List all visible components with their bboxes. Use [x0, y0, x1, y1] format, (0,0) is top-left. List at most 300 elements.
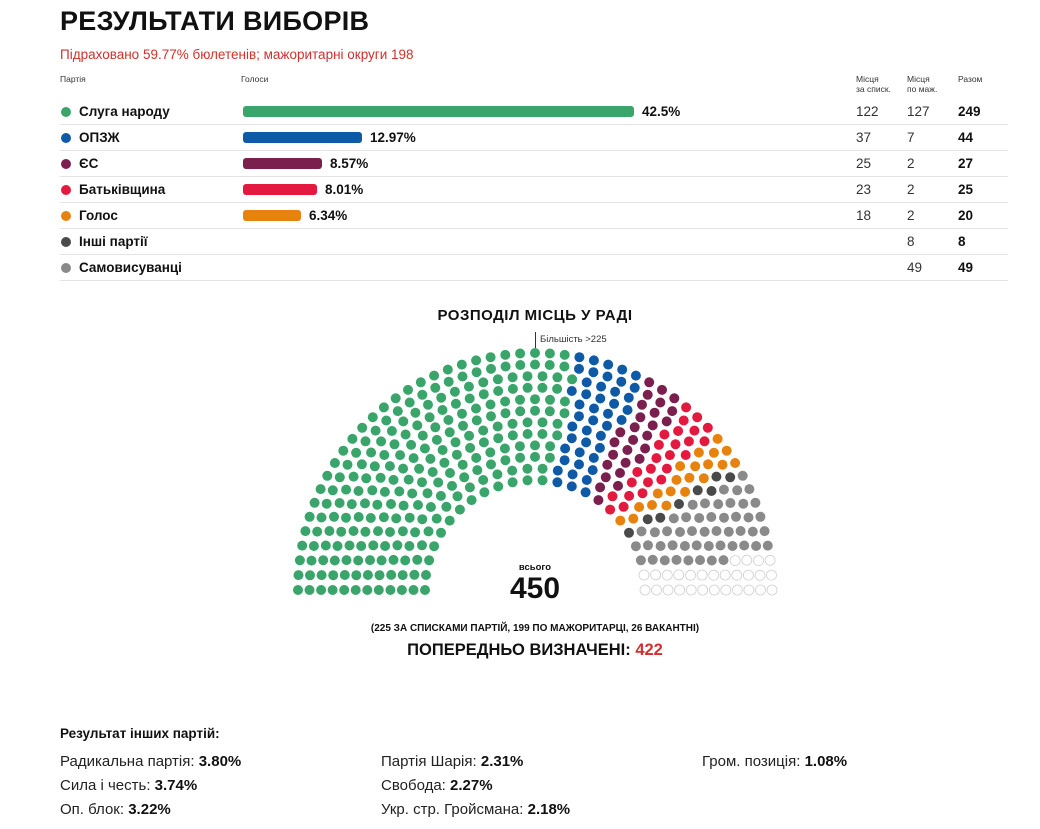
- seat-dot: [638, 488, 648, 498]
- list-seats: 25: [856, 156, 872, 171]
- seat-dot: [675, 527, 685, 537]
- seat-dot: [755, 570, 765, 580]
- seat-dot: [654, 440, 664, 450]
- seat-dot: [398, 526, 408, 536]
- seat-dot: [317, 570, 327, 580]
- seat-dot: [441, 502, 451, 512]
- seat-dot: [439, 458, 449, 468]
- other-party-result: [60, 777, 197, 794]
- seat-dot: [631, 371, 641, 381]
- seat-dot: [602, 460, 612, 470]
- maj-seats: 8: [907, 234, 915, 249]
- seat-dot: [354, 512, 364, 522]
- seat-dot: [567, 386, 577, 396]
- seat-dot: [471, 404, 481, 414]
- seat-dot: [370, 461, 380, 471]
- seat-dot: [368, 412, 378, 422]
- seat-dot: [743, 570, 753, 580]
- seat-dot: [538, 464, 548, 474]
- seat-dot: [684, 436, 694, 446]
- seat-dot: [763, 541, 773, 551]
- seat-dot: [560, 397, 570, 407]
- other-party-value: 3.80%: [198, 753, 242, 770]
- seat-dot: [357, 423, 367, 433]
- seat-dot: [515, 395, 525, 405]
- seat-dot: [426, 502, 436, 512]
- list-seats: 18: [856, 208, 872, 223]
- seat-dot: [722, 446, 732, 456]
- seat-dot: [322, 499, 332, 509]
- seat-dot: [640, 585, 650, 595]
- seat-dot: [471, 355, 481, 365]
- seat-dot: [472, 367, 482, 377]
- seat-dot: [386, 499, 396, 509]
- seat-dot: [379, 402, 389, 412]
- seat-dot: [595, 394, 605, 404]
- seat-dot: [671, 439, 681, 449]
- seat-dot: [457, 409, 467, 419]
- seat-dot: [767, 585, 777, 595]
- seat-dot: [605, 505, 615, 515]
- total-seats: 25: [958, 182, 974, 197]
- maj-seats: 127: [907, 104, 930, 119]
- seat-dot: [367, 485, 377, 495]
- seat-dot: [380, 541, 390, 551]
- seat-dot: [750, 498, 760, 508]
- seat-dot: [330, 458, 340, 468]
- seat-dot: [372, 500, 382, 510]
- seat-dot: [500, 455, 510, 465]
- other-party-result: [60, 801, 171, 818]
- seat-dot: [552, 477, 562, 487]
- seat-dot: [656, 475, 666, 485]
- seat-dot: [730, 458, 740, 468]
- seat-dot: [631, 541, 641, 551]
- seat-dot: [453, 491, 463, 501]
- total-caption: всього: [518, 562, 552, 573]
- seat-dot: [637, 400, 647, 410]
- seat-dot: [739, 541, 749, 551]
- seat-dot: [430, 422, 440, 432]
- seat-dot: [660, 555, 670, 565]
- seat-dot: [643, 390, 653, 400]
- seat-dot: [602, 421, 612, 431]
- seat-dot: [347, 434, 357, 444]
- seat-dot: [603, 360, 613, 370]
- seat-dot: [523, 383, 533, 393]
- seat-dot: [354, 486, 364, 496]
- seat-dot: [391, 393, 401, 403]
- seat-dot: [608, 450, 618, 460]
- seat-dot: [703, 423, 713, 433]
- seat-dot: [336, 527, 346, 537]
- seat-dot: [656, 541, 666, 551]
- seat-dot: [692, 412, 702, 422]
- others-title: Результат інших партій:: [60, 726, 220, 741]
- seat-dot: [335, 498, 345, 508]
- seat-dot: [646, 464, 656, 474]
- seat-dot: [648, 555, 658, 565]
- seat-dot: [709, 585, 719, 595]
- seat-dot: [413, 500, 423, 510]
- seat-dot: [538, 417, 548, 427]
- seat-dot: [479, 389, 489, 399]
- seat-dot: [634, 502, 644, 512]
- seat-dot: [455, 505, 465, 515]
- seat-dot: [706, 512, 716, 522]
- seat-dot: [432, 514, 442, 524]
- seat-dot: [324, 526, 334, 536]
- seat-dot: [451, 399, 461, 409]
- seat-dot: [316, 585, 326, 595]
- seat-dot: [387, 426, 397, 436]
- seat-dot: [447, 481, 457, 491]
- seat-dot: [493, 433, 503, 443]
- other-party-value: 2.27%: [450, 777, 493, 794]
- seat-dot: [622, 445, 632, 455]
- seat-dot: [568, 469, 578, 479]
- seat-dot: [393, 406, 403, 416]
- seat-dot: [593, 495, 603, 505]
- seat-dot: [424, 526, 434, 536]
- seat-dot: [414, 464, 424, 474]
- seat-dot: [582, 475, 592, 485]
- seat-dot: [363, 570, 373, 580]
- maj-seats: 2: [907, 208, 915, 223]
- seat-dot: [418, 431, 428, 441]
- seat-dot: [545, 360, 555, 370]
- seat-dot: [347, 499, 357, 509]
- seat-dot: [603, 372, 613, 382]
- seat-dot: [553, 466, 563, 476]
- seat-dot: [351, 570, 361, 580]
- total-seats: 44: [958, 130, 974, 145]
- seat-dot: [376, 473, 386, 483]
- seat-dot: [508, 419, 518, 429]
- seat-dot: [703, 459, 713, 469]
- seat-dot: [619, 502, 629, 512]
- seat-dot: [399, 501, 409, 511]
- seat-dot: [730, 556, 740, 566]
- seat-dot: [515, 349, 525, 359]
- seat-dot: [684, 473, 694, 483]
- seat-dot: [515, 453, 525, 463]
- seat-dot: [732, 570, 742, 580]
- seat-dot: [523, 417, 533, 427]
- seat-dot: [478, 426, 488, 436]
- seat-dot: [444, 377, 454, 387]
- seat-dot: [732, 485, 742, 495]
- seat-dot: [672, 555, 682, 565]
- seat-dot: [349, 472, 359, 482]
- seat-dot: [361, 436, 371, 446]
- seat-dot: [567, 433, 577, 443]
- seat-dot: [464, 382, 474, 392]
- seat-dot: [595, 482, 605, 492]
- vote-share-label: 12.97%: [370, 130, 416, 145]
- seat-dot: [647, 500, 657, 510]
- seat-dot: [588, 465, 598, 475]
- seat-dot: [318, 555, 328, 565]
- seat-dot: [342, 555, 352, 565]
- seat-dot: [479, 487, 489, 497]
- seat-dot: [673, 426, 683, 436]
- seat-dot: [744, 585, 754, 595]
- seat-dot: [680, 541, 690, 551]
- maj-seats: 2: [907, 182, 915, 197]
- seat-dot: [472, 465, 482, 475]
- seat-dot: [340, 570, 350, 580]
- seat-dot: [709, 570, 719, 580]
- seat-dot: [420, 585, 430, 595]
- maj-seats: 7: [907, 130, 915, 145]
- vote-share-label: 8.57%: [330, 156, 369, 171]
- seat-dot: [420, 444, 430, 454]
- seat-dot: [353, 556, 363, 566]
- seat-dot: [545, 441, 555, 451]
- seat-dot: [366, 513, 376, 523]
- header-total: Разом: [958, 74, 983, 84]
- seat-dot: [515, 441, 525, 451]
- seat-dot: [662, 570, 672, 580]
- seat-dot: [725, 472, 735, 482]
- seat-dot: [725, 498, 735, 508]
- seat-dot: [428, 467, 438, 477]
- seat-dot: [560, 408, 570, 418]
- seat-dot: [507, 466, 517, 476]
- seat-dot: [357, 459, 367, 469]
- seat-dot: [718, 460, 728, 470]
- seat-dot: [400, 555, 410, 565]
- seat-dot: [650, 527, 660, 537]
- seat-dot: [630, 422, 640, 432]
- seat-dot: [623, 405, 633, 415]
- seat-dot: [559, 362, 569, 372]
- seat-dot: [698, 585, 708, 595]
- seat-dot: [395, 450, 405, 460]
- seat-dot: [721, 585, 731, 595]
- seat-dot: [345, 541, 355, 551]
- seat-dot: [567, 422, 577, 432]
- seat-dot: [360, 527, 370, 537]
- seat-dot: [458, 372, 468, 382]
- header-party: Партія: [60, 74, 86, 84]
- seat-dot: [567, 481, 577, 491]
- seat-dot: [380, 487, 390, 497]
- seat-dot: [321, 541, 331, 551]
- header-list-seats-line1: Місця: [856, 74, 879, 84]
- seat-dot: [681, 512, 691, 522]
- seat-dot: [305, 570, 315, 580]
- seat-dot: [621, 458, 631, 468]
- seat-dot: [457, 360, 467, 370]
- seat-dot: [362, 585, 372, 595]
- seat-dot: [760, 526, 770, 536]
- seat-dot: [675, 585, 685, 595]
- seat-dot: [508, 477, 518, 487]
- party-name: Слуга народу: [79, 104, 170, 119]
- seat-dot: [642, 431, 652, 441]
- seat-dot: [690, 461, 700, 471]
- other-party-result: [381, 753, 523, 770]
- seat-dot: [404, 541, 414, 551]
- seat-dot: [711, 472, 721, 482]
- seat-note: (225 ЗА СПИСКАМИ ПАРТІЙ, 199 ПО МАЖОРИТАРЦІ, 26 ВАКАНТНІ): [370, 623, 700, 634]
- seat-dot: [390, 439, 400, 449]
- seat-dot: [300, 526, 310, 536]
- seat-dot: [409, 453, 419, 463]
- seat-dot: [683, 555, 693, 565]
- seat-dot: [659, 430, 669, 440]
- list-seats: 37: [856, 130, 872, 145]
- seat-dot: [627, 478, 637, 488]
- seat-dot: [767, 570, 777, 580]
- seat-dot: [417, 540, 427, 550]
- seat-dot: [732, 585, 742, 595]
- party-name: Голос: [79, 208, 118, 223]
- seat-dot: [360, 498, 370, 508]
- seat-dot: [312, 527, 322, 537]
- seat-dot: [613, 481, 623, 491]
- party-name: ОПЗЖ: [79, 130, 120, 145]
- seat-dot: [754, 556, 764, 566]
- seat-dot: [379, 512, 389, 522]
- other-party-name: Партія Шарія:: [381, 753, 477, 770]
- seat-dot: [391, 513, 401, 523]
- seat-dot: [666, 486, 676, 496]
- other-party-value: 3.74%: [154, 777, 198, 794]
- total-seats-value: 450: [509, 572, 561, 605]
- seat-dot: [692, 540, 702, 550]
- seat-dot: [523, 475, 533, 485]
- seat-dot: [700, 498, 710, 508]
- seat-dot: [610, 437, 620, 447]
- seat-dot: [582, 377, 592, 387]
- seat-dot: [662, 416, 672, 426]
- maj-seats: 49: [907, 260, 923, 275]
- seat-dot: [465, 482, 475, 492]
- seat-dot: [681, 450, 691, 460]
- seat-dot: [669, 393, 679, 403]
- seat-dot: [686, 585, 696, 595]
- seat-dot: [339, 585, 349, 595]
- seat-dot: [610, 387, 620, 397]
- seat-dot: [356, 541, 366, 551]
- other-party-result: [381, 777, 493, 794]
- seat-dot: [575, 447, 585, 457]
- seat-dot: [445, 516, 455, 526]
- seat-dot: [403, 385, 413, 395]
- seat-dot: [630, 383, 640, 393]
- seat-dot: [680, 487, 690, 497]
- seat-dot: [719, 485, 729, 495]
- seat-dot: [436, 528, 446, 538]
- seat-dot: [552, 384, 562, 394]
- header-list-seats-line2: за списк.: [856, 84, 891, 94]
- seat-dot: [379, 450, 389, 460]
- other-party-name: Сила і честь:: [60, 777, 151, 794]
- vote-share-label: 42.5%: [642, 104, 681, 119]
- seat-dot: [508, 384, 518, 394]
- seat-dot: [632, 467, 642, 477]
- seat-dot: [689, 426, 699, 436]
- seat-dot: [425, 454, 435, 464]
- seat-dot: [644, 377, 654, 387]
- seat-dot: [328, 485, 338, 495]
- seat-dot: [699, 473, 709, 483]
- prelim-value: 422: [635, 641, 663, 659]
- party-name: Інші партії: [79, 234, 148, 249]
- seat-dot: [351, 448, 361, 458]
- seat-dot: [635, 412, 645, 422]
- seat-dot: [443, 415, 453, 425]
- prelim-label: ПОПЕРЕДНЬО ВИЗНАЧЕНІ:: [407, 641, 631, 659]
- seat-dot: [560, 455, 570, 465]
- seat-dot: [624, 393, 634, 403]
- seat-dot: [651, 453, 661, 463]
- seat-dot: [695, 555, 705, 565]
- seat-dot: [409, 570, 419, 580]
- seat-dot: [398, 570, 408, 580]
- total-seats: 49: [958, 260, 974, 275]
- seat-dot: [635, 454, 645, 464]
- seat-dot: [330, 556, 340, 566]
- seat-dot: [479, 437, 489, 447]
- seat-dot: [615, 427, 625, 437]
- seat-dot: [742, 555, 752, 565]
- seat-dot: [560, 444, 570, 454]
- seat-dot: [452, 450, 462, 460]
- seat-dot: [333, 541, 343, 551]
- seat-dot: [537, 383, 547, 393]
- seat-dot: [724, 527, 734, 537]
- party-name: Батьківщина: [79, 182, 166, 197]
- seat-dot: [704, 541, 714, 551]
- seat-dot: [624, 491, 634, 501]
- seat-dot: [581, 437, 591, 447]
- vote-share-label: 8.01%: [325, 182, 364, 197]
- seat-dot: [628, 514, 638, 524]
- other-party-result: [60, 753, 241, 770]
- seat-dot: [381, 416, 391, 426]
- seat-dot: [493, 422, 503, 432]
- seat-dot: [560, 350, 570, 360]
- other-party-name: Гром. позиція:: [702, 753, 801, 770]
- seat-dot: [458, 421, 468, 431]
- seat-dot: [374, 585, 384, 595]
- seat-dot: [522, 464, 532, 474]
- chart-title: РОЗПОДІЛ МІСЦЬ У РАДІ: [437, 307, 633, 324]
- other-party-value: 3.22%: [128, 801, 171, 818]
- seat-dot: [430, 383, 440, 393]
- seat-dot: [615, 516, 625, 526]
- seat-dot: [458, 460, 468, 470]
- seat-dot: [744, 484, 754, 494]
- total-seats: 249: [958, 104, 981, 119]
- seat-dot: [663, 585, 673, 595]
- seat-dot: [335, 472, 345, 482]
- seat-dot: [412, 555, 422, 565]
- seat-dot: [538, 371, 548, 381]
- seat-dot: [293, 585, 303, 595]
- seat-dot: [589, 355, 599, 365]
- seat-dot: [465, 394, 475, 404]
- seat-dot: [486, 364, 496, 374]
- seat-dot: [493, 386, 503, 396]
- seat-dot: [328, 585, 338, 595]
- seat-dot: [500, 444, 510, 454]
- seat-dot: [643, 540, 653, 550]
